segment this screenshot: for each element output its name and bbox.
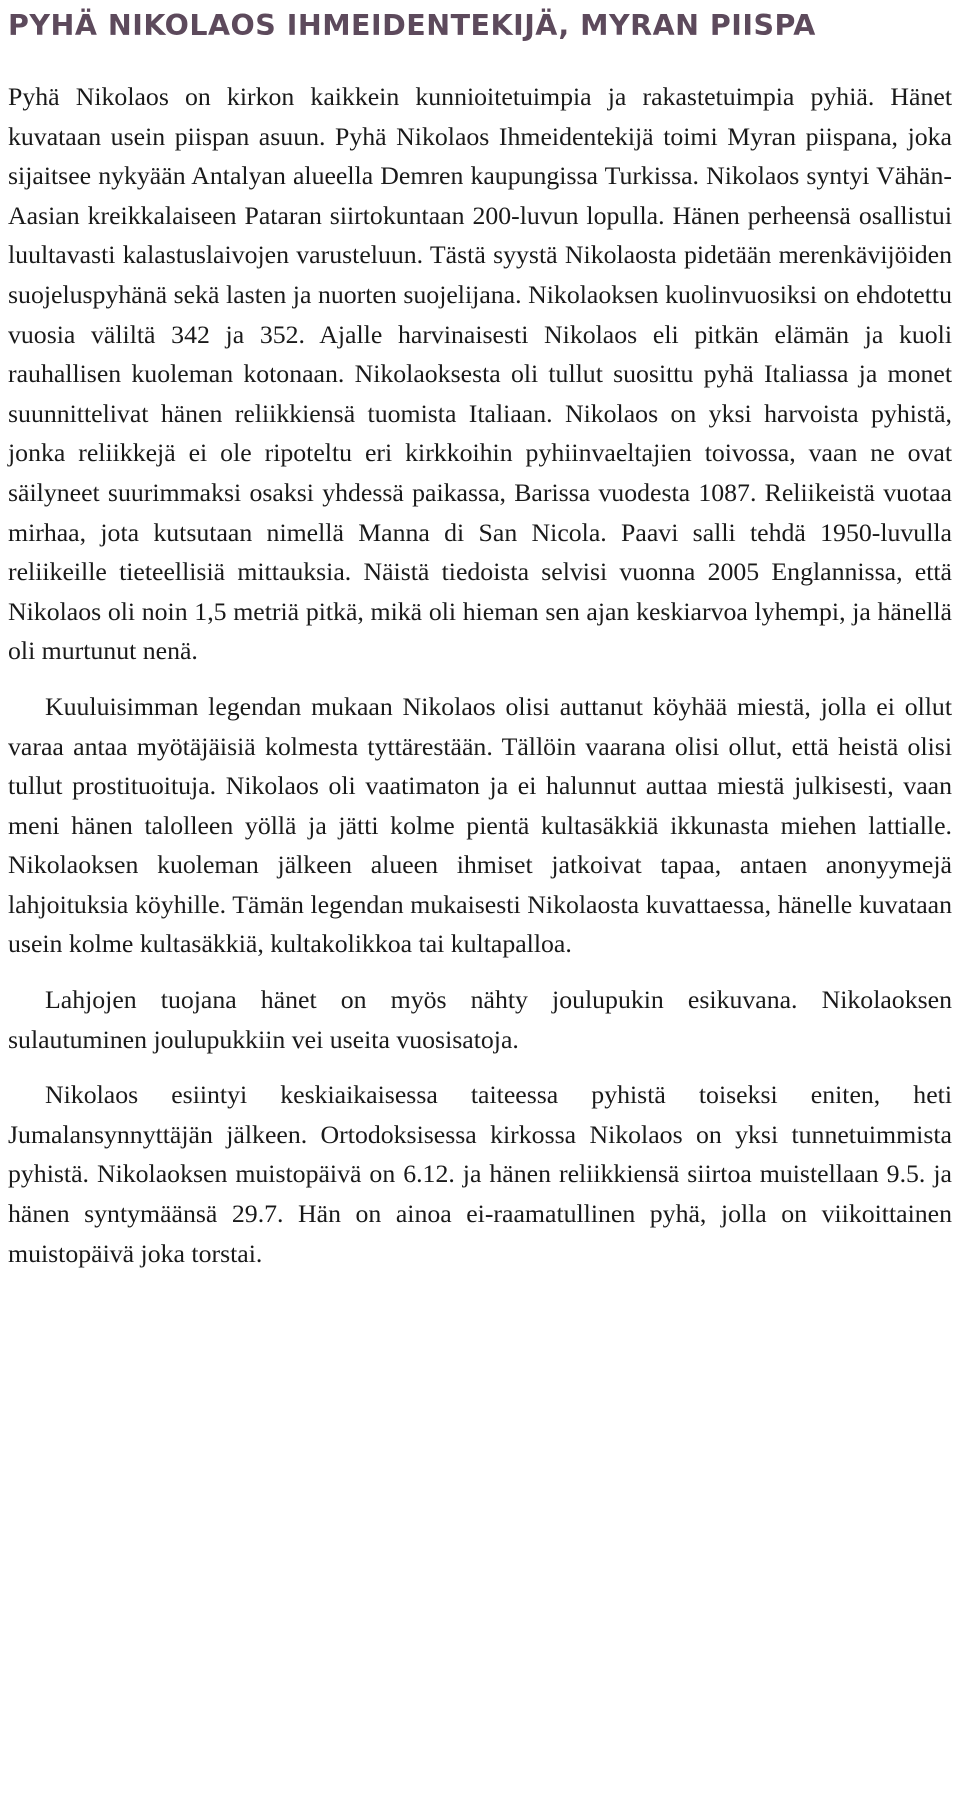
page-title: PYHÄ NIKOLAOS IHMEIDENTEKIJÄ, MYRAN PIISPA: [8, 9, 816, 42]
article-body: [8, 77, 952, 1273]
paragraph-santa: Lahjojen tuojana hänet on myös nähty joulupukin esikuvana. Nikolaoksen sulautuminen joulupukkiin vei useita vuosisatoja.: [8, 985, 952, 1054]
paragraph-commemoration: Nikolaos esiintyi keskiaikaisessa taiteessa pyhistä toiseksi eniten, heti Jumalansynnyttäjän jälkeen. Ortodoksisessa kirkossa Nikolaos on yksi tunnetuimmista pyhistä. Nikolaoksen muistopäivä on 6.12. ja hänen reliikkiensä siirtoa muistellaan 9.5. ja hänen syntymäänsä 29.7. Hän on ainoa ei-raamatullinen pyhä, jolla on viikoittainen muistopäivä joka torstai.: [8, 1080, 952, 1268]
paragraph-legend: Kuuluisimman legendan mukaan Nikolaos olisi auttanut köyhää miestä, jolla ei ollut varaa antaa myötäjäisiä kolmesta tyttärestään. Tällöin vaarana olisi ollut, että heistä olisi tullut prostituoituja. Nikolaos oli vaatimaton ja ei halunnut auttaa miestä julkisesti, vaan meni hänen talolleen yöllä ja jätti kolme pientä kultasäkkiä ikkunasta miehen lattialle. Nikolaoksen kuoleman jälkeen alueen ihmiset jatkoivat tapaa, antaen anonyymejä lahjoituksia köyhille. Tämän legendan mukaisesti Nikolaosta kuvattaessa, hänelle kuvataan usein kolme kultasäkkiä, kultakolikkoa tai kultapalloa.: [8, 691, 952, 959]
paragraph-intro: Pyhä Nikolaos on kirkon kaikkein kunnioitetuimpia ja rakastetuimpia pyhiä. Hänet kuvataan usein piispan asuun. Pyhä Nikolaos Ihmeidentekijä toimi Myran piispana, joka sijaitsee nykyään Antalyan alueella Demren kaupungissa Turkissa. Nikolaos syntyi Vähän-Aasian kreikkalaiseen Pataran siirtokuntaan 200-luvun lopulla. Hänen perheensä osallistui luultavasti kalastuslaivojen varusteluun. Tästä syystä Nikolaosta pidetään merenkävijöiden suojeluspyhänä sekä lasten ja nuorten suojelijana. Nikolaoksen kuolinvuosiksi on ehdotettu vuosia väliltä 342 ja 352. Ajalle harvinaisesti Nikolaos eli pitkän elämän ja kuoli rauhallisen kuoleman kotonaan. Nikolaoksesta oli tullut suosittu pyhä Italiassa ja monet suunnittelivat hänen reliikkiensä tuomista Italiaan. Nikolaos on yksi harvoista pyhistä, jonka reliikkejä ei ole ripoteltu eri kirkkoihin pyhiinvaeltajien toivossa, vaan ne ovat säilyneet suurimmaksi osaksi yhdessä paikassa, Barissa vuodesta 1087. Reliikeistä vuotaa mirhaa, jota kutsutaan nimellä Manna di San Nicola. Paavi salli tehdä 1950-luvulla reliikeille tieteellisiä mittauksia. Näistä tiedoista selvisi vuonna 2005 Englannissa, että Nikolaos oli noin 1,5 metriä pitkä, mikä oli hieman sen ajan keskiarvoa lyhempi, ja hänellä oli murtunut nenä.: [8, 82, 952, 666]
document-page: [8, 0, 952, 1273]
